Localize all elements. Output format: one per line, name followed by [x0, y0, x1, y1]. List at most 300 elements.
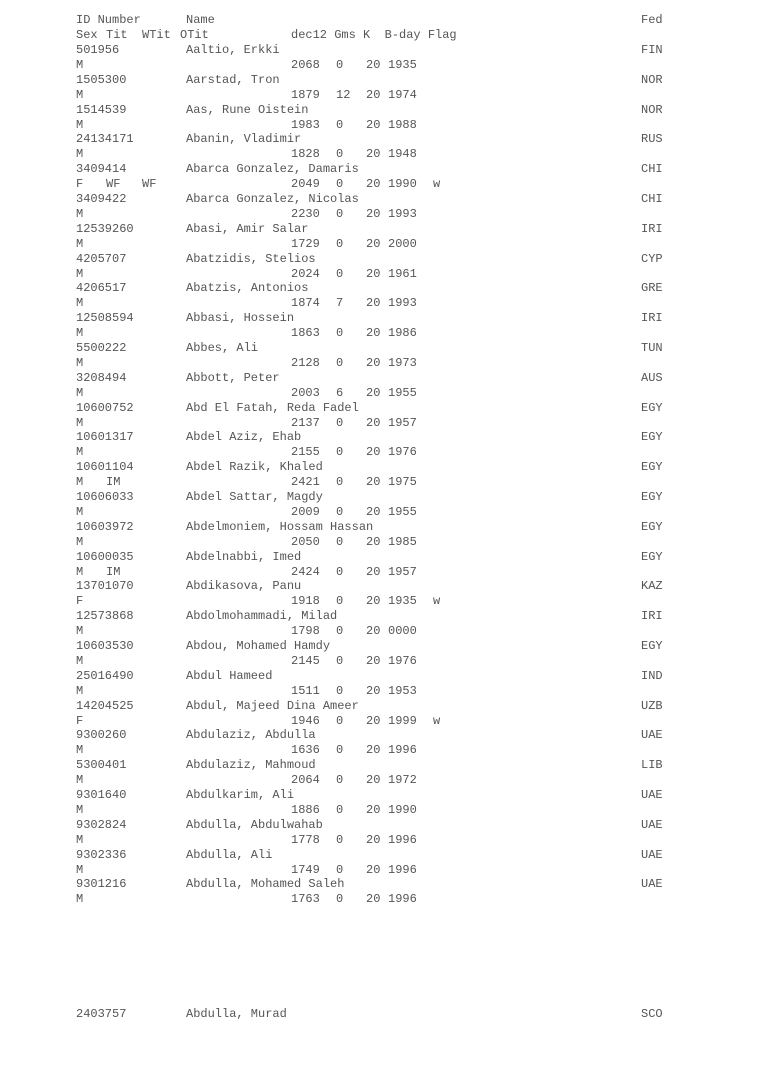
player-k-factor: 20	[366, 833, 381, 847]
player-rating: 1879	[291, 88, 320, 102]
player-row-details	[76, 535, 696, 550]
player-sex: M	[76, 803, 84, 817]
player-row-id-name	[76, 758, 696, 773]
player-birth-year: 1976	[388, 445, 417, 459]
player-sex: M	[76, 147, 84, 161]
player-rating: 2145	[291, 654, 320, 668]
player-fed: UAE	[641, 818, 663, 832]
player-k-factor: 20	[366, 118, 381, 132]
player-sex: F	[76, 177, 84, 191]
player-id: 2403757	[76, 1007, 127, 1021]
player-name: Abd El Fatah, Reda Fadel	[186, 401, 359, 415]
player-row-id-name	[76, 371, 696, 386]
player-rating: 1863	[291, 326, 320, 340]
player-fed: GRE	[641, 281, 663, 295]
player-row-details	[76, 684, 696, 699]
player-row-id-name	[76, 73, 696, 88]
player-row-details	[76, 624, 696, 639]
player-birth-year: 1996	[388, 743, 417, 757]
player-row-id-name	[76, 669, 696, 684]
player-games: 0	[336, 833, 344, 847]
player-sex: M	[76, 475, 84, 489]
player-fed: UAE	[641, 877, 663, 891]
player-name: Abatzis, Antonios	[186, 281, 309, 295]
player-k-factor: 20	[366, 386, 381, 400]
player-id: 10601317	[76, 430, 134, 444]
player-name: Abdikasova, Panu	[186, 579, 302, 593]
player-title: IM	[106, 475, 121, 489]
player-games: 0	[336, 475, 344, 489]
player-row-id-name	[76, 788, 696, 803]
player-games: 0	[336, 654, 344, 668]
player-sex: M	[76, 326, 84, 340]
player-row-id-name	[76, 252, 696, 267]
player-id: 12508594	[76, 311, 134, 325]
player-id: 1514539	[76, 103, 127, 117]
player-row-id-name	[76, 341, 696, 356]
player-id: 3409422	[76, 192, 127, 206]
player-games: 12	[336, 88, 351, 102]
player-row-details	[76, 326, 696, 341]
player-row-details	[76, 207, 696, 222]
player-sex: M	[76, 267, 84, 281]
player-games: 0	[336, 237, 344, 251]
player-id: 4206517	[76, 281, 127, 295]
player-row-details	[76, 147, 696, 162]
player-rating: 2421	[291, 475, 320, 489]
player-birth-year: 1935	[388, 594, 417, 608]
player-name: Abdou, Mohamed Hamdy	[186, 639, 331, 653]
player-id: 9301640	[76, 788, 127, 802]
player-birth-year: 1973	[388, 356, 417, 370]
player-fed: NOR	[641, 103, 663, 117]
player-name: Aas, Rune Oistein	[186, 103, 309, 117]
player-k-factor: 20	[366, 445, 381, 459]
player-k-factor: 20	[366, 892, 381, 906]
player-sex: F	[76, 594, 84, 608]
player-rating: 2137	[291, 416, 320, 430]
player-sex: M	[76, 416, 84, 430]
player-row-id-name	[76, 550, 696, 565]
player-rating: 1798	[291, 624, 320, 638]
player-fed: IRI	[641, 609, 663, 623]
player-id: 3409414	[76, 162, 127, 176]
player-name: Abbasi, Hossein	[186, 311, 295, 325]
player-id: 3208494	[76, 371, 127, 385]
header-row-1	[76, 13, 696, 28]
player-k-factor: 20	[366, 714, 381, 728]
player-sex: M	[76, 743, 84, 757]
player-row-id-name	[76, 281, 696, 296]
player-games: 0	[336, 535, 344, 549]
player-row-details	[76, 475, 696, 490]
player-id: 10600035	[76, 550, 134, 564]
player-birth-year: 1999	[388, 714, 417, 728]
player-birth-year: 1975	[388, 475, 417, 489]
header-id-number: ID Number	[76, 13, 141, 27]
player-games: 7	[336, 296, 344, 310]
player-birth-year: 1953	[388, 684, 417, 698]
player-id: 9300260	[76, 728, 127, 742]
player-k-factor: 20	[366, 147, 381, 161]
player-name: Abbott, Peter	[186, 371, 280, 385]
player-name: Abdulaziz, Abdulla	[186, 728, 316, 742]
player-k-factor: 20	[366, 475, 381, 489]
player-name: Aarstad, Tron	[186, 73, 280, 87]
player-fed: UAE	[641, 848, 663, 862]
player-sex: M	[76, 118, 84, 132]
player-k-factor: 20	[366, 535, 381, 549]
player-row-id-name	[76, 728, 696, 743]
player-name: Abdelnabbi, Imed	[186, 550, 302, 564]
player-rating: 2230	[291, 207, 320, 221]
player-row-details	[76, 386, 696, 401]
header-otit: OTit	[180, 28, 209, 42]
player-id: 10600752	[76, 401, 134, 415]
player-rating: 2024	[291, 267, 320, 281]
player-fed: EGY	[641, 520, 663, 534]
player-row-details	[76, 892, 696, 907]
player-sex: M	[76, 386, 84, 400]
player-row-details	[76, 58, 696, 73]
player-games: 0	[336, 714, 344, 728]
player-row-details	[76, 803, 696, 818]
player-games: 0	[336, 177, 344, 191]
player-birth-year: 1990	[388, 177, 417, 191]
player-id: 501956	[76, 43, 120, 57]
player-birth-year: 1996	[388, 892, 417, 906]
player-birth-year: 1948	[388, 147, 417, 161]
player-k-factor: 20	[366, 58, 381, 72]
player-sex: M	[76, 88, 84, 102]
player-flag: w	[433, 594, 441, 608]
player-row-details	[76, 863, 696, 878]
player-name: Abbes, Ali	[186, 341, 259, 355]
player-row-details	[76, 237, 696, 252]
player-birth-year: 1996	[388, 863, 417, 877]
player-rating: 1763	[291, 892, 320, 906]
player-games: 0	[336, 118, 344, 132]
player-row-details	[76, 356, 696, 371]
player-name: Abarca Gonzalez, Nicolas	[186, 192, 359, 206]
player-fed: NOR	[641, 73, 663, 87]
player-name: Abdel Sattar, Magdy	[186, 490, 323, 504]
player-row-details	[76, 267, 696, 282]
player-games: 0	[336, 58, 344, 72]
player-name: Aaltio, Erkki	[186, 43, 280, 57]
player-row-details	[76, 88, 696, 103]
player-name: Abdulaziz, Mahmoud	[186, 758, 316, 772]
player-sex: M	[76, 356, 84, 370]
player-row-id-name	[76, 639, 696, 654]
player-id: 9302336	[76, 848, 127, 862]
player-row-id-name	[76, 699, 696, 714]
header-tit: Tit	[106, 28, 128, 42]
player-sex: M	[76, 207, 84, 221]
player-row-details	[76, 833, 696, 848]
player-row-id-name	[76, 460, 696, 475]
player-birth-year: 1993	[388, 296, 417, 310]
player-birth-year: 1935	[388, 58, 417, 72]
player-id: 10601104	[76, 460, 134, 474]
player-name: Abdolmohammadi, Milad	[186, 609, 338, 623]
player-k-factor: 20	[366, 177, 381, 191]
player-birth-year: 1955	[388, 505, 417, 519]
player-row-details	[76, 773, 696, 788]
player-rating: 1886	[291, 803, 320, 817]
player-row-id-name	[76, 162, 696, 177]
header-fed: Fed	[641, 13, 663, 27]
player-rating: 1983	[291, 118, 320, 132]
player-k-factor: 20	[366, 743, 381, 757]
header-sex: Sex	[76, 28, 98, 42]
player-rating: 1511	[291, 684, 320, 698]
player-sex: M	[76, 684, 84, 698]
player-sex: M	[76, 296, 84, 310]
player-fed: IND	[641, 669, 663, 683]
player-k-factor: 20	[366, 356, 381, 370]
player-row-details	[76, 296, 696, 311]
player-name: Abdel Aziz, Ehab	[186, 430, 302, 444]
player-birth-year: 1993	[388, 207, 417, 221]
player-games: 0	[336, 207, 344, 221]
player-rating: 2009	[291, 505, 320, 519]
player-id: 5300401	[76, 758, 127, 772]
player-birth-year: 1972	[388, 773, 417, 787]
player-k-factor: 20	[366, 654, 381, 668]
player-id: 5500222	[76, 341, 127, 355]
player-row-id-name	[76, 401, 696, 416]
player-name: Abarca Gonzalez, Damaris	[186, 162, 359, 176]
player-games: 0	[336, 565, 344, 579]
player-games: 0	[336, 624, 344, 638]
player-rating: 1946	[291, 714, 320, 728]
player-sex: M	[76, 58, 84, 72]
player-fed: UAE	[641, 788, 663, 802]
player-birth-year: 1957	[388, 416, 417, 430]
player-games: 0	[336, 147, 344, 161]
player-rating: 1874	[291, 296, 320, 310]
player-sex: M	[76, 654, 84, 668]
player-id: 4205707	[76, 252, 127, 266]
player-name: Abdulla, Mohamed Saleh	[186, 877, 345, 891]
player-k-factor: 20	[366, 863, 381, 877]
player-row-id-name	[76, 132, 696, 147]
player-games: 0	[336, 416, 344, 430]
player-birth-year: 1986	[388, 326, 417, 340]
player-k-factor: 20	[366, 624, 381, 638]
player-women-title: WF	[142, 177, 157, 191]
player-birth-year: 1974	[388, 88, 417, 102]
player-k-factor: 20	[366, 267, 381, 281]
header-wtit: WTit	[142, 28, 171, 42]
player-k-factor: 20	[366, 296, 381, 310]
player-id: 12539260	[76, 222, 134, 236]
player-row-details	[76, 714, 696, 729]
player-sex: M	[76, 863, 84, 877]
player-fed: FIN	[641, 43, 663, 57]
player-sex: M	[76, 535, 84, 549]
player-games: 0	[336, 684, 344, 698]
player-row-id-name	[76, 609, 696, 624]
player-row-id-name	[76, 222, 696, 237]
player-birth-year: 1988	[388, 118, 417, 132]
player-name: Abasi, Amir Salar	[186, 222, 309, 236]
player-rating: 1636	[291, 743, 320, 757]
player-games: 6	[336, 386, 344, 400]
player-id: 13701070	[76, 579, 134, 593]
player-k-factor: 20	[366, 684, 381, 698]
player-name: Abdul Hameed	[186, 669, 273, 683]
player-sex: M	[76, 237, 84, 251]
player-games: 0	[336, 356, 344, 370]
player-games: 0	[336, 326, 344, 340]
player-fed: CHI	[641, 192, 663, 206]
player-fed: UZB	[641, 699, 663, 713]
player-fed: UAE	[641, 728, 663, 742]
player-games: 0	[336, 773, 344, 787]
player-row-id-name	[76, 103, 696, 118]
player-birth-year: 2000	[388, 237, 417, 251]
player-sex: M	[76, 565, 84, 579]
player-k-factor: 20	[366, 207, 381, 221]
player-row-details	[76, 594, 696, 609]
player-k-factor: 20	[366, 773, 381, 787]
player-fed: AUS	[641, 371, 663, 385]
header-name: Name	[186, 13, 215, 27]
player-id: 10606033	[76, 490, 134, 504]
player-sex: M	[76, 445, 84, 459]
player-id: 25016490	[76, 669, 134, 683]
header-row-2	[76, 28, 696, 43]
player-row-id-name	[76, 520, 696, 535]
player-birth-year: 1996	[388, 833, 417, 847]
player-row-id-name	[76, 579, 696, 594]
player-games: 0	[336, 594, 344, 608]
player-fed: EGY	[641, 430, 663, 444]
player-rating: 1778	[291, 833, 320, 847]
player-birth-year: 1985	[388, 535, 417, 549]
player-flag: w	[433, 177, 441, 191]
player-games: 0	[336, 445, 344, 459]
player-k-factor: 20	[366, 88, 381, 102]
player-sex: M	[76, 833, 84, 847]
player-name: Abdulla, Murad	[186, 1007, 287, 1021]
player-row-id-name	[76, 818, 696, 833]
player-k-factor: 20	[366, 565, 381, 579]
player-k-factor: 20	[366, 416, 381, 430]
player-fed: EGY	[641, 401, 663, 415]
player-rating: 1918	[291, 594, 320, 608]
player-fed: EGY	[641, 550, 663, 564]
next-page-player-row	[76, 1007, 696, 1022]
player-rating: 2049	[291, 177, 320, 191]
player-rating: 2068	[291, 58, 320, 72]
player-games: 0	[336, 863, 344, 877]
player-name: Abdulkarim, Ali	[186, 788, 295, 802]
player-rating: 2050	[291, 535, 320, 549]
player-id: 1505300	[76, 73, 127, 87]
player-id: 10603530	[76, 639, 134, 653]
player-games: 0	[336, 267, 344, 281]
player-row-details	[76, 743, 696, 758]
player-id: 9301216	[76, 877, 127, 891]
player-name: Abdulla, Ali	[186, 848, 273, 862]
player-games: 0	[336, 743, 344, 757]
player-k-factor: 20	[366, 594, 381, 608]
player-id: 12573868	[76, 609, 134, 623]
player-row-id-name	[76, 490, 696, 505]
player-row-details	[76, 416, 696, 431]
player-name: Abanin, Vladimir	[186, 132, 302, 146]
player-id: 14204525	[76, 699, 134, 713]
player-rating: 1729	[291, 237, 320, 251]
player-row-details	[76, 177, 696, 192]
player-rating: 2003	[291, 386, 320, 400]
player-id: 10603972	[76, 520, 134, 534]
player-birth-year: 0000	[388, 624, 417, 638]
player-fed: EGY	[641, 460, 663, 474]
player-fed: CHI	[641, 162, 663, 176]
player-rating: 2128	[291, 356, 320, 370]
player-birth-year: 1990	[388, 803, 417, 817]
player-title: IM	[106, 565, 121, 579]
player-fed: CYP	[641, 252, 663, 266]
player-fed: IRI	[641, 311, 663, 325]
player-birth-year: 1961	[388, 267, 417, 281]
player-row-id-name	[76, 192, 696, 207]
player-row-id-name	[76, 43, 696, 58]
player-row-details	[76, 118, 696, 133]
player-rating: 2064	[291, 773, 320, 787]
player-name: Abdelmoniem, Hossam Hassan	[186, 520, 374, 534]
player-name: Abatzidis, Stelios	[186, 252, 316, 266]
player-fed: KAZ	[641, 579, 663, 593]
player-games: 0	[336, 505, 344, 519]
player-rating: 1828	[291, 147, 320, 161]
player-rating: 2424	[291, 565, 320, 579]
player-sex: M	[76, 624, 84, 638]
player-k-factor: 20	[366, 505, 381, 519]
player-k-factor: 20	[366, 326, 381, 340]
header-rating-columns: dec12 Gms K B-day Flag	[291, 28, 457, 42]
player-fed: EGY	[641, 490, 663, 504]
player-name: Abdul, Majeed Dina Ameer	[186, 699, 359, 713]
player-k-factor: 20	[366, 803, 381, 817]
player-birth-year: 1976	[388, 654, 417, 668]
player-row-details	[76, 445, 696, 460]
player-rating: 2155	[291, 445, 320, 459]
player-k-factor: 20	[366, 237, 381, 251]
player-id: 24134171	[76, 132, 134, 146]
player-fed: EGY	[641, 639, 663, 653]
player-birth-year: 1957	[388, 565, 417, 579]
player-sex: F	[76, 714, 84, 728]
player-row-id-name	[76, 877, 696, 892]
player-fed: LIB	[641, 758, 663, 772]
player-rating: 1749	[291, 863, 320, 877]
player-sex: M	[76, 773, 84, 787]
player-sex: M	[76, 505, 84, 519]
player-row-id-name	[76, 311, 696, 326]
player-name: Abdulla, Abdulwahab	[186, 818, 323, 832]
player-fed: RUS	[641, 132, 663, 146]
player-row-id-name	[76, 430, 696, 445]
player-row-details	[76, 505, 696, 520]
player-name: Abdel Razik, Khaled	[186, 460, 323, 474]
player-row-details	[76, 654, 696, 669]
player-row-details	[76, 565, 696, 580]
